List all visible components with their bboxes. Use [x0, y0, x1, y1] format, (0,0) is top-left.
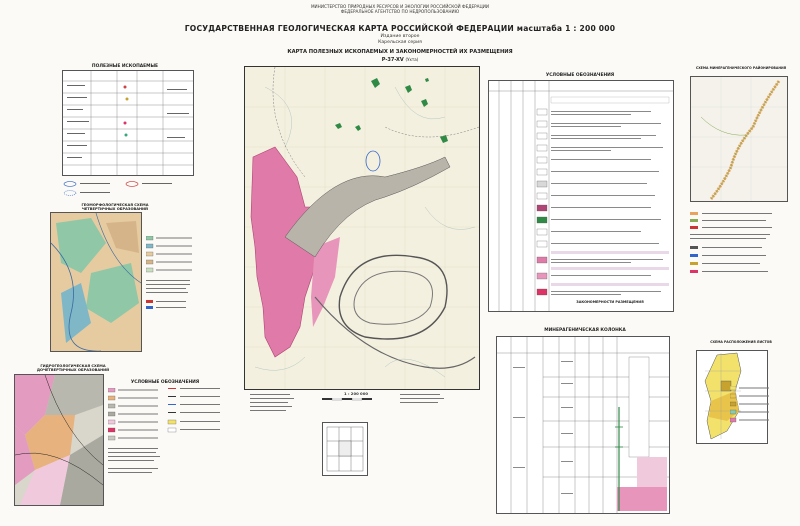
scale-bar	[322, 398, 382, 402]
minerals-legend-symbols	[62, 178, 192, 200]
ministry-header: МИНИСТЕРСТВО ПРИРОДНЫХ РЕСУРСОВ И ЭКОЛОГИИ РОССИЙСКОЙ ФЕДЕРАЦИИ ФЕДЕРАЛЬНОЕ АГЕНТСТВО ПО НЕДРОПОЛЬЗОВАНИЮ	[310, 4, 490, 14]
map-subtitle: КАРТА ПОЛЕЗНЫХ ИСКОПАЕМЫХ И ЗАКОНОМЕРНОСТЕЙ ИХ РАЗМЕЩЕНИЯ	[287, 49, 513, 55]
scheme-bottom-title: СХЕМА РАСПОЛОЖЕНИЯ ЛИСТОВ	[710, 340, 772, 344]
geomorph-legend-swatches	[146, 236, 198, 326]
scheme-top-legend	[690, 212, 786, 288]
map-footnotes	[250, 392, 310, 420]
sheet-code	[0, 57, 800, 63]
legend-table	[488, 80, 674, 312]
main-map	[244, 66, 480, 390]
main-map-svg	[245, 67, 479, 389]
legend-table-svg	[489, 81, 673, 311]
sheet-name: (Ухта)	[405, 57, 419, 62]
edition-label: Издание второе	[380, 34, 420, 39]
minerageny-scheme-map	[690, 76, 788, 202]
map-title: ГОСУДАРСТВЕННАЯ ГЕОЛОГИЧЕСКАЯ КАРТА РОССИЙСКОЙ ФЕДЕРАЦИИ масштаба 1 : 200 000	[184, 24, 616, 33]
minerals-table-grid	[63, 71, 193, 175]
stratigraphy-svg	[497, 337, 669, 513]
minerals-title: ПОЛЕЗНЫЕ ИСКОПАЕМЫЕ	[91, 64, 159, 69]
sheet-code-value: P-37-XV	[381, 57, 404, 63]
geomorph-legend	[146, 228, 198, 233]
hydro-scheme-map	[14, 374, 104, 506]
right-legend-title: УСЛОВНЫЕ ОБОЗНАЧЕНИЯ	[545, 73, 615, 78]
stratigraphy-column	[496, 336, 670, 514]
scheme-top-title: СХЕМА МИНЕРАГЕНИЧЕСКОГО РАЙОНИРОВАНИЯ	[695, 66, 787, 70]
minerals-table	[62, 70, 194, 176]
map-scale-value: 1 : 200 000	[344, 391, 368, 396]
sheet-layout-diagram	[322, 422, 368, 476]
series-label: Карельская серия	[378, 40, 422, 45]
regularities-title: ЗАКОНОМЕРНОСТИ РАЗМЕЩЕНИЯ	[576, 300, 644, 304]
geomorph-title: ГЕОМОРФОЛОГИЧЕСКАЯ СХЕМА ЧЕТВЕРТИЧНЫХ ОБРАЗОВАНИЙ	[81, 203, 149, 211]
scheme-title: ГИДРОГЕОЛОГИЧЕСКАЯ СХЕМА ДОЧЕТВЕРТИЧНЫХ ОБРАЗОВАНИЙ	[36, 364, 110, 372]
map-footnotes-right	[400, 392, 460, 420]
bottom-legend-swatches	[108, 388, 228, 498]
scheme-bottom-legend	[730, 386, 780, 434]
bottom-legend-title: УСЛОВНЫЕ ОБОЗНАЧЕНИЯ	[130, 380, 200, 385]
stratigraphy-title: МИНЕРАГЕНИЧЕСКАЯ КОЛОНКА	[544, 328, 626, 333]
geomorph-scheme-map	[50, 212, 142, 352]
map-scale	[344, 392, 368, 396]
